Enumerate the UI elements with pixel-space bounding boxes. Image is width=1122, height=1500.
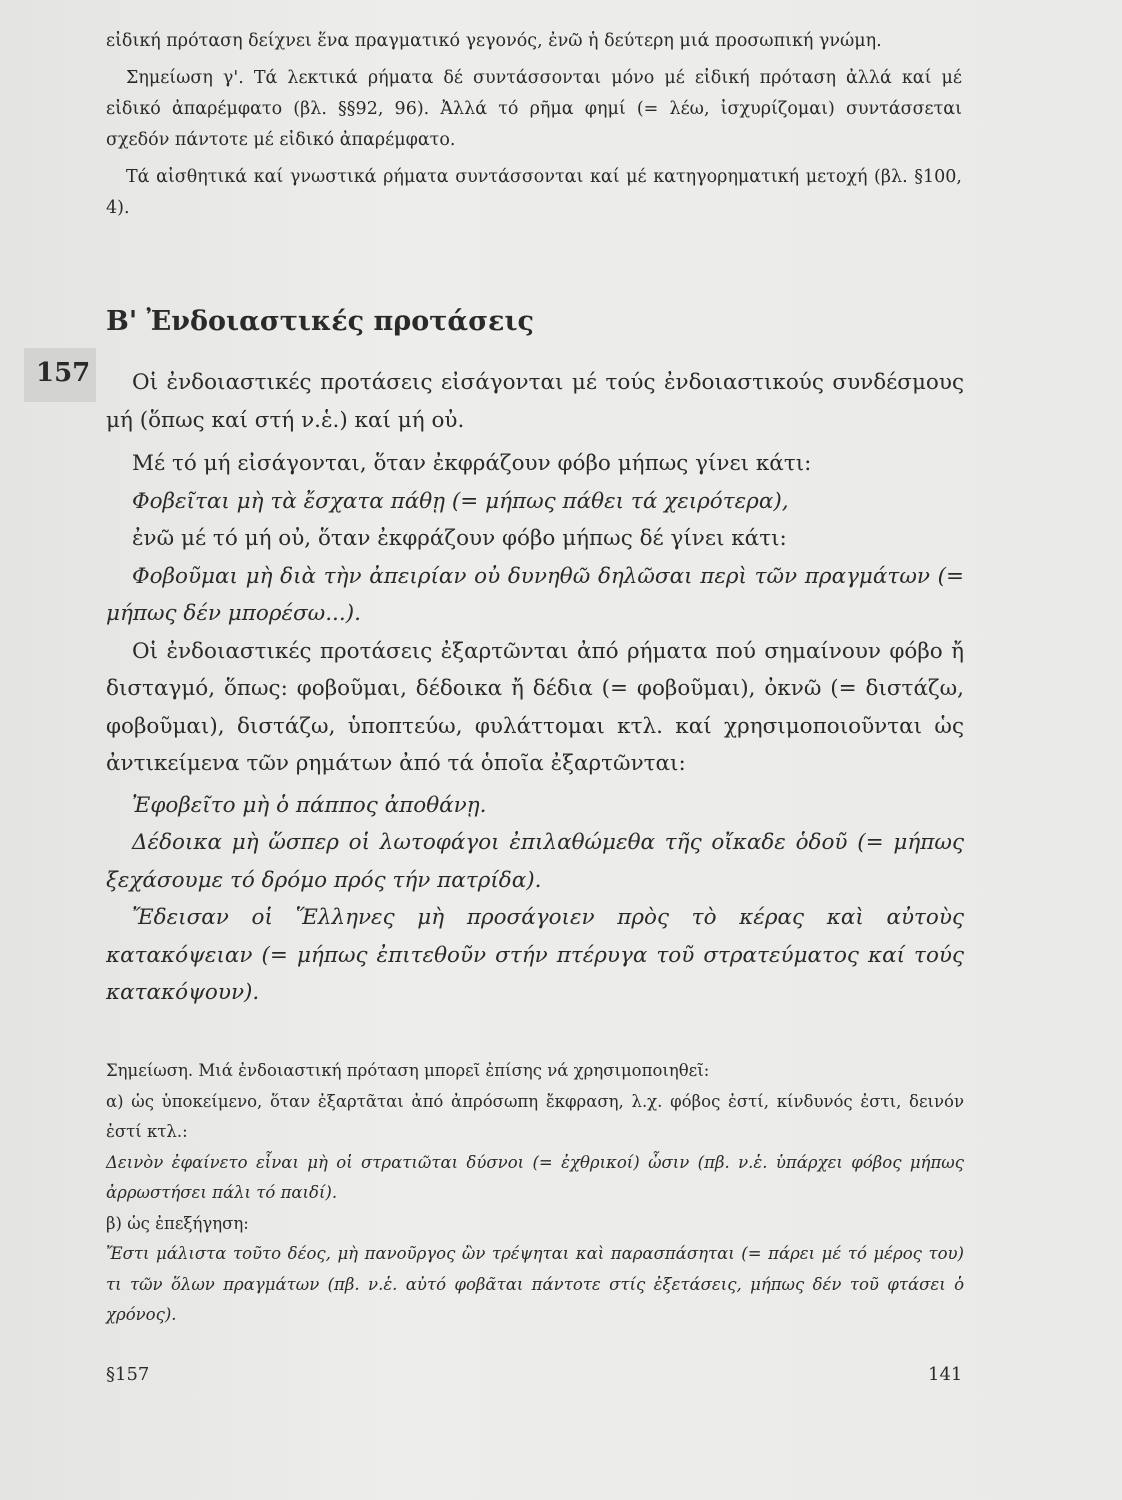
top-paragraph-3: Τά αἰσθητικά καί γνωστικά ρήματα συντάσσονται καί μέ κατηγορηματική μετοχή (βλ. §100, 4). [106,167,962,218]
example-dedoika: Δέδοικα μὴ ὥσπερ οἱ λωτοφάγοι ἐπιλαθώμεθα τῆς οἴκαδε ὁδοῦ (= μήπως ξεχάσουμε τό δρόμο πρός τήν πατρίδα). [106,830,964,893]
top-text-block [106,26,962,224]
notes-block [106,1056,964,1331]
main-paragraph-1: Οἱ ἐνδοιαστικές προτάσεις εἰσάγονται μέ τούς ἐνδοιαστικούς συνδέσμους μή (ὅπως καί στή ν.ἑ.) καί μή οὐ. [106,370,964,433]
footer-section-ref: §157 [106,1364,150,1385]
note-beta: β) ὡς ἐπεξήγηση: [106,1213,249,1233]
example-efoveito: Ἐφοβεῖτο μὴ ὁ πάππος ἀποθάνῃ. [132,792,487,818]
top-paragraph-1: εἰδική πρόταση δείχνει ἕνα πραγματικό γεγονός, ἐνῶ ἡ δεύτερη μιά προσωπική γνώμη. [106,31,882,51]
main-text-block [106,364,964,1012]
section-number-tab [24,348,96,402]
top-note-gamma: Σημείωση γ'. Τά λεκτικά ρήματα δέ συντάσσονται μόνο μέ εἰδική πρόταση ἀλλά καί μέ εἰδικό ἀπαρέμφατο (βλ. §§92, 96). Ἀλλά τό ρῆμα φημί (= λέω, ἰσχυρίζομαι) συντάσσεται σχεδόν πάντοτε μέ εἰδικό ἀπαρέμφατο. [106,68,962,150]
section-heading: Β' Ἐνδοιαστικές προτάσεις [106,306,534,337]
note-example-deinon: Δεινὸν ἐφαίνετο εἶναι μὴ οἱ στρατιῶται δύσνοι (= ἐχθρικοί) ὦσιν (πβ. ν.ἑ. ὑπάρχει φόβος μήπως ἀρρωστήσει πάλι τό παιδί). [106,1152,964,1202]
page-number: 141 [928,1364,963,1385]
section-number: 157 [36,358,91,388]
note-alpha: α) ὡς ὑποκείμενο, ὅταν ἐξαρτᾶται ἀπό ἀπρόσωπη ἔκφραση, λ.χ. φόβος ἐστί, κίνδυνός ἐστι, δεινόν ἐστί κτλ.: [106,1091,964,1141]
example-fobeitai: Φοβεῖται μὴ τὰ ἔσχατα πάθῃ (= μήπως πάθει τά χειρότερα), [132,488,789,514]
example-edeisan: Ἔδεισαν οἱ Ἕλληνες μὴ προσάγοιεν πρὸς τὸ κέρας καὶ αὐτοὺς κατακόψειαν (= μήπως ἐπιτεθοῦν στήν πτέρυγα τοῦ στρατεύματος καί τούς κατακόψουν). [106,905,964,1005]
example-fovoumai: Φοβοῦμαι μὴ διὰ τὴν ἀπειρίαν οὐ δυνηθῶ δηλῶσαι περὶ τῶν πραγμάτων (= μήπως δέν μπορέσω...). [106,563,964,626]
main-paragraph-2c: ἐνῶ μέ τό μή οὐ, ὅταν ἐκφράζουν φόβο μήπως δέ γίνει κάτι: [132,526,787,551]
main-paragraph-3: Οἱ ἐνδοιαστικές προτάσεις ἐξαρτῶνται ἀπό ρήματα πού σημαίνουν φόβο ἤ δισταγμό, ὅπως: φοβοῦμαι, δέδοικα ἤ δέδια (= φοβοῦμαι), ὀκνῶ (= διστάζω, φοβοῦμαι), διστάζω, ὑποπτεύω, φυλάττομαι κτλ. καί χρησιμοποιοῦνται ὡς ἀντικείμενα τῶν ρημάτων ἀπό τά ὁποῖα ἐξαρτῶνται: [106,638,964,776]
note-heading: Σημείωση. Μιά ἐνδοιαστική πρόταση μπορεῖ ἐπίσης νά χρησιμοποιηθεῖ: [106,1061,710,1080]
main-paragraph-2a: Μέ τό μή εἰσάγονται, ὅταν ἐκφράζουν φόβο μήπως γίνει κάτι: [132,451,812,476]
note-example-esti: Ἔστι μάλιστα τοῦτο δέος, μὴ πανοῦργος ὢν τρέψηται καὶ παρασπάσηται (= πάρει μέ τό μέρος του) τι τῶν ὅλων πραγμάτων (πβ. ν.ἑ. αὐτό φοβᾶται πάντοτε στίς ἐξετάσεις, μήπως δέν τοῦ φτάσει ὁ χρόνος). [106,1244,964,1324]
